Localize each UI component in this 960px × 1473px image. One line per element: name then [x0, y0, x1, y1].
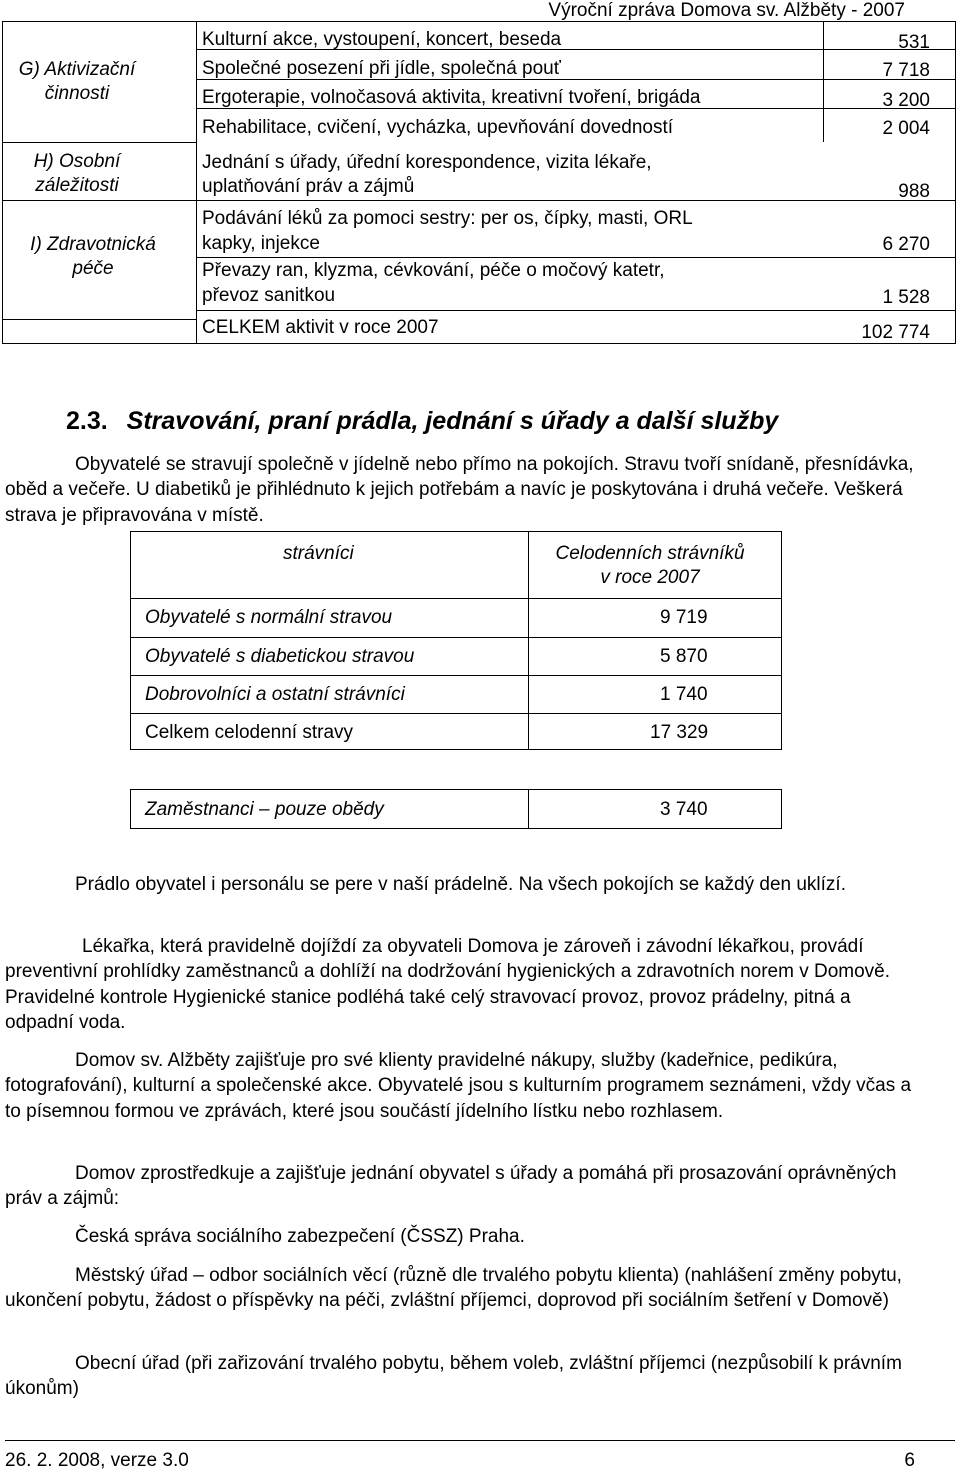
paragraph-laundry: Prádlo obyvatel i personálu se pere v naší prádelně. Na všech pokojích se každý den uklízí.: [75, 874, 846, 895]
activity-row-label: Společné posezení při jídle, společná pouť: [202, 58, 561, 79]
activity-row-label-cont: kapky, injekce: [202, 233, 320, 254]
activity-row-value: 988: [898, 181, 930, 202]
running-header: Výroční zpráva Domova sv. Alžběty - 2007: [548, 0, 905, 21]
section-number: 2.3.: [66, 407, 108, 435]
category-g-label: G) Aktivizační činnosti: [18, 59, 136, 104]
paragraph-services: Domov sv. Alžběty zajišťuje pro své klienty pravidelné nákupy, služby (kadeřnice, pedikúra, fotografování), kulturní a společenské akce. Obyvatelé jsou s kulturním programem seznámeni, vždy včas a to písemnou formou ve zprávách, které jsou součástí jídelního lístku nebo rozhlasem.: [5, 1050, 912, 1122]
activity-row-value: 531: [898, 32, 930, 53]
paragraph-city-office: Městský úřad – odbor sociálních věcí (různě dle trvalého pobytu klienta) (nahlášení změny pobytu, ukončení pobytu, žádost o příspěvky na péči, zvláštní příjemci, doprovod při sociálním šetření v Domově): [5, 1265, 902, 1312]
activity-row-value: 7 718: [882, 60, 930, 81]
meals-row-label: Obyvatelé s normální stravou: [145, 607, 393, 628]
meals-header-diners: strávníci: [283, 543, 354, 564]
activity-total-value: 102 774: [861, 322, 930, 343]
activity-row-value: 1 528: [882, 287, 930, 308]
meals-total-label: Celkem celodenní stravy: [145, 722, 354, 743]
activity-row-label-cont: převoz sanitkou: [202, 285, 336, 306]
activity-total-label: CELKEM aktivit v roce 2007: [202, 317, 439, 338]
meals-row-value: 5 870: [660, 646, 708, 667]
meals-row-label: Obyvatelé s diabetickou stravou: [145, 646, 415, 667]
activity-row-label: Rehabilitace, cvičení, vycházka, upevňování dovedností: [202, 117, 674, 138]
paragraph-authorities: Domov zprostředkuje a zajišťuje jednání obyvatel s úřady a pomáhá při prosazování oprávněných práv a zájmů:: [5, 1163, 897, 1210]
activity-row-label: Jednání s úřady, úřední korespondence, vizita lékaře,: [202, 152, 652, 173]
meals-row-value: 1 740: [660, 684, 708, 705]
paragraph-municipal-office: Obecní úřad (při zařizování trvalého pobytu, během voleb, zvláštní příjemci (nezpůsobilí k právním úkonům): [5, 1353, 902, 1400]
paragraph-doctor: Lékařka, která pravidelně dojíždí za obyvateli Domova je zároveň i závodní lékařkou, provádí preventivní prohlídky zaměstnanců a dohlíží na dodržování hygienických a zdravotních norem v Domově. Pravidelné kontrole Hygienické stanice podléhá také celý stravovací provoz, provoz prádelny, pitná a odpadní voda.: [5, 936, 891, 1034]
activity-row-value: 2 004: [882, 118, 930, 139]
activity-row-value: 3 200: [882, 90, 930, 111]
activity-row-label: Převazy ran, klyzma, cévkování, péče o močový katetr,: [202, 260, 665, 281]
meals-row-value: 9 719: [660, 607, 708, 628]
paragraph-meals: Obyvatelé se stravují společně v jídelně nebo přímo na pokojích. Stravu tvoří snídaně, přesnídávka, oběd a večeře. U diabetiků je přihlédnuto k jejich potřebám a navíc je poskytována i druhá večeře. Veškerá strava je připravována v místě.: [5, 454, 914, 526]
staff-meals-value: 3 740: [660, 799, 708, 820]
staff-meals-label: Zaměstnanci – pouze obědy: [145, 799, 384, 820]
category-i-label: I) Zdravotnická péče: [30, 234, 156, 279]
footer-date-version: 26. 2. 2008, verze 3.0: [5, 1450, 189, 1471]
activity-row-label: Ergoterapie, volnočasová aktivita, kreativní tvoření, brigáda: [202, 87, 701, 108]
section-title: Stravování, praní prádla, jednání s úřady a další služby: [126, 407, 779, 435]
section-heading: [66, 405, 778, 437]
meals-row-label: Dobrovolníci a ostatní strávníci: [145, 684, 405, 705]
category-h-label: H) Osobní záležitosti: [33, 151, 121, 196]
meals-total-value: 17 329: [650, 722, 709, 743]
paragraph-cssz: Česká správa sociálního zabezpečení (ČSSZ) Praha.: [75, 1226, 525, 1247]
activity-row-label-cont: uplatňování práv a zájmů: [202, 176, 415, 197]
activity-row-value: 6 270: [882, 234, 930, 255]
activity-row-label: Kulturní akce, vystoupení, koncert, beseda: [202, 29, 562, 50]
footer-divider: [5, 1440, 955, 1441]
meals-header-count: Celodenních strávníků v roce 2007: [555, 543, 745, 588]
activity-row-label: Podávání léků za pomoci sestry: per os, čípky, masti, ORL: [202, 208, 693, 229]
page-number: 6: [904, 1450, 915, 1471]
